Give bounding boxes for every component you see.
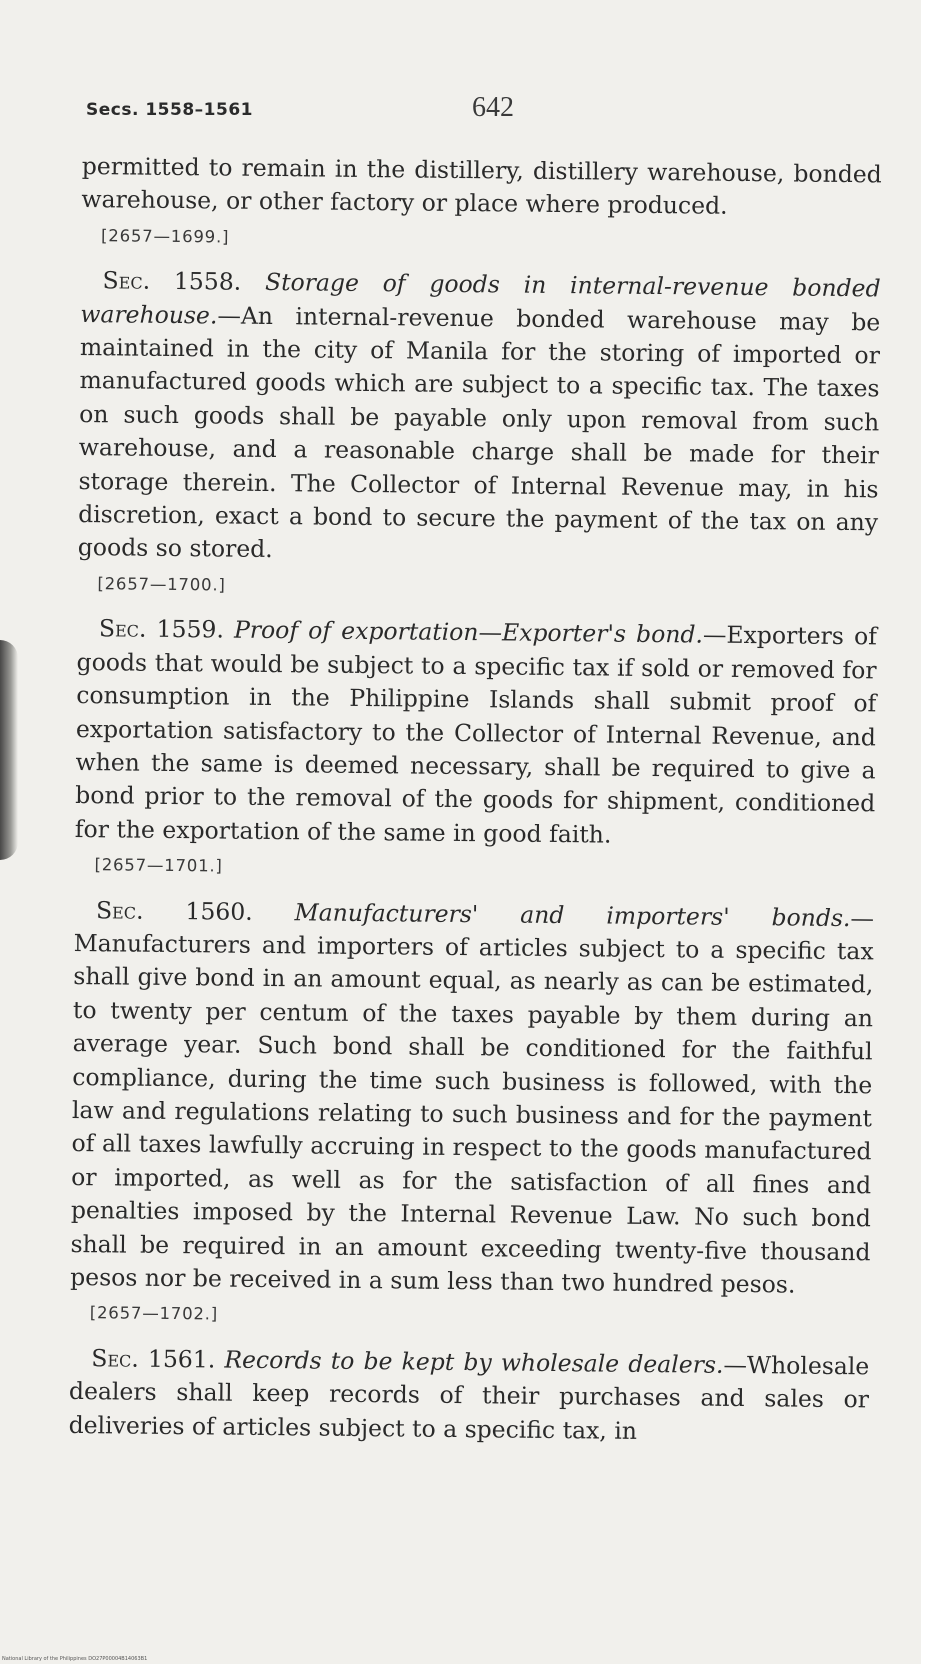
page-edge (921, 0, 937, 1664)
scan-code: DO27P00004B14063B1 (88, 1656, 148, 1662)
citation: [2657—1702.] (89, 1303, 219, 1324)
section-text: —Wholesale dealers shall keep records of their purchases and sales or deliveries of articles subject to a specific tax, in (68, 1350, 870, 1445)
section-label: Sec. 1559. (98, 614, 225, 644)
section-label: Sec. 1560. (95, 895, 253, 926)
page-number: 642 (472, 92, 514, 123)
section-title: Manufacturers' and importers' bonds. (294, 897, 851, 932)
continued-paragraph: permitted to remain in the distillery, distillery warehouse, bonded warehouse, or other factory or place where produced. (81, 151, 882, 221)
section-title: Records to be kept by wholesale dealers. (224, 1345, 724, 1379)
citation: [2657—1699.] (101, 226, 230, 247)
section-1560 (70, 893, 874, 1302)
page-body (68, 150, 881, 1450)
section-1559 (75, 612, 877, 854)
page-header (86, 92, 876, 132)
section-text: —Exporters of goods that would be subject to a specific tax if sold or removed for consumption in the Philippine Islands shall submit proof of exportation satisfactory to the Collector of Internal Revenue, and when the same is deemed necessary, shall be required to give a bond prior to the removal of the goods for shipment, conditioned for the exportation of the same in good faith. (74, 620, 878, 849)
running-head: Secs. 1558–1561 (86, 100, 253, 120)
section-label: Sec. 1561. (91, 1343, 216, 1374)
binding-shadow (0, 640, 18, 860)
library-credit: National Library of the Philippines (2, 1656, 87, 1662)
section-text: —Manufacturers and importers of articles subject to a specific tax shall give bond in an amount equal, as nearly as can be estimated, to twenty per centum of the taxes payable by them during an average year. Such bond shall be conditioned for the faithful compliance, during the time such business is followed, with the law and regulations relating to such business and for the payment of all taxes lawfully accruing in respect to the goods manufactured or imported, as well as for the satisfaction of all fines and penalties imposed by the Internal Revenue Law. No such bond shall be required in an amount exceeding twenty-five thousand pesos nor be received in a sum less than two hundred pesos. (70, 903, 875, 1299)
citation: [2657—1700.] (97, 574, 226, 595)
section-title: Proof of exportation—Exporter's bond. (233, 615, 704, 649)
section-title: Storage of goods in internal-revenue bonded warehouse. (80, 268, 881, 330)
scan-footer (0, 1656, 147, 1664)
section-text: —An internal-revenue bonded warehouse may be maintained in the city of Manila for the storing of imported or manufactured goods which are subject to a specific tax. The taxes on such goods shall be payable only upon removal from such warehouse, and a reasonable charge shall be made for their storage therein. The Collector of Internal Revenue may, in his discretion, exact a bond to secure the payment of the tax on any goods so stored. (77, 301, 881, 564)
section-1561 (68, 1342, 869, 1451)
section-1558 (78, 264, 881, 573)
section-label: Sec. 1558. (102, 266, 242, 296)
citation: [2657—1701.] (94, 855, 223, 876)
